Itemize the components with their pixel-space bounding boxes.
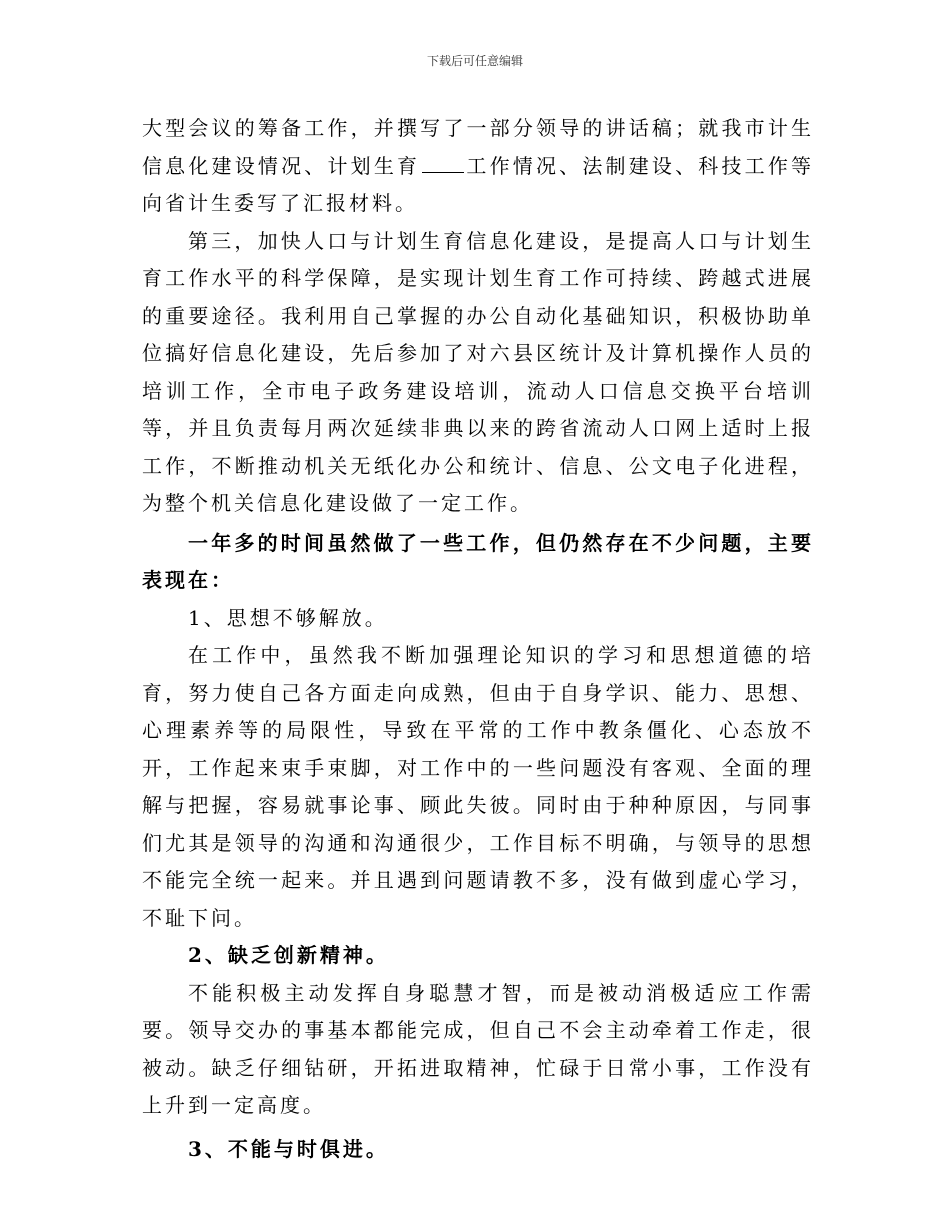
paragraph-text-part1: 大型会议的筹备工作，并撰写了一部分领导的讲话稿；就我市计生信息化建设情况、计划生育 — [142, 116, 814, 178]
paragraph-problem-2: 不能积极主动发挥自身聪慧才智，而是被动消极适应工作需要。领导交办的事基本都能完成，但自己不会主动牵着工作走，很被动。缺乏仔细钻研，开拓进取精神，忙碌于日常小事，工作没有上升到一定高度。 — [142, 980, 814, 1117]
document-body — [142, 110, 814, 1168]
heading-problem-3: 3、不能与时俱进。 — [188, 1136, 389, 1161]
paragraph-text-part2: 工作情况、法制建设、科技工作等向省计生委写了汇报材料。 — [142, 153, 815, 215]
blank-underline — [422, 171, 464, 173]
header-note: 下载后可任意编辑 — [426, 54, 523, 68]
paragraph-problem-1: 在工作中，虽然我不断加强理论知识的学习和思想道德的培育，努力使自己各方面走向成熟，但由于自身学识、能力、思想、心理素养等的局限性，导致在平常的工作中教条僵化、心态放不开，工作起来束手束脚，对工作中的一些问题没有客观、全面的理解与把握，容易就事论事、顾此失彼。同时由于种种原因，与同事们尤其是领导的沟通和沟通很少，工作目标不明确，与领导的思想不能完全统一起来。并且遇到问题请教不多，没有做到虚心学习，不耻下问。 — [142, 643, 814, 930]
heading-problem-2: 2、缺乏创新精神。 — [188, 943, 389, 967]
paragraph-problems-intro: 一年多的时间虽然做了一些工作，但仍然存在不少问题，主要表现在： — [142, 530, 814, 592]
paragraph-continuation — [142, 110, 814, 223]
paragraph-third-point: 第三，加快人口与计划生育信息化建设，是提高人口与计划生育工作水平的科学保障，是实现计划生育工作可持续、跨越式进展的重要途径。我利用自己掌握的办公自动化基础知识，积极协助单位搞好信息化建设，先后参加了对六县区统计及计算机操作人员的培训工作，全市电子政务建设培训，流动人口信息交换平台培训等，并且负责每月两次延续非典以来的跨省流动人口网上适时上报工作，不断推动机关无纸化办公和统计、信息、公文电子化进程，为整个机关信息化建设做了一定工作。 — [142, 228, 814, 515]
heading-problem-1: 1、思想不够解放。 — [188, 605, 388, 630]
